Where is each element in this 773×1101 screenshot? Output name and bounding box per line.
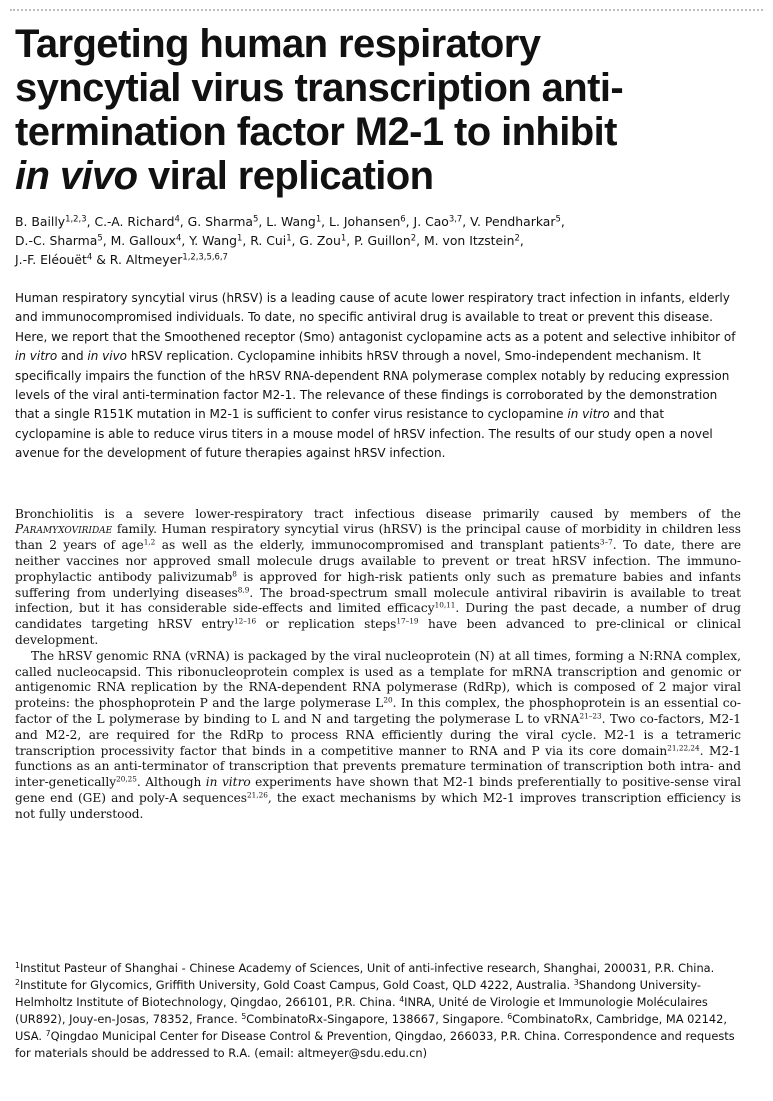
- citation-ref: 21–23: [579, 711, 602, 721]
- body-text: is approved for high-risk patients only such as premature babies and infants suffering from underlying diseases: [15, 569, 741, 600]
- author-name: D.-C. Sharma: [15, 233, 98, 248]
- main-text: [15, 507, 741, 823]
- author-line-2: [15, 231, 741, 250]
- article: [15, 22, 741, 823]
- citation-ref: 21,26: [247, 790, 268, 800]
- author-line-3: [15, 250, 741, 269]
- body-text: The hRSV genomic RNA (vRNA) is packaged by the viral nucleoprotein (N) at all times, forming a N:RNA complex, called nucleocapsid. This ribonucleoprotein complex is used as a template for mRNA transcription and genomic or antigenomic RNA replication by the RNA-dependent RNA polymerase (RdRp), which is composed of 2 major viral proteins: the phosphoprotein P and the large polymerase L: [15, 648, 741, 711]
- body-text: . During the past decade, a number of drug candidates targeting hRSV entry: [15, 601, 741, 632]
- abstract-text: Human respiratory syncytial virus (hRSV) is a leading cause of acute lower respiratory tract infection in infants, elderly and immunocompromised individuals. To date, no specific antiviral drug is available to treat or prevent this disease. Here, we report that the Smoothened receptor (Smo) antagonist cyclopamine acts as a potent and selective inhibitor of: [15, 291, 736, 344]
- article-title: [15, 22, 741, 198]
- author-name: B. Bailly: [15, 214, 66, 229]
- body-text: have been advanced to pre-clinical or clinical development.: [15, 617, 741, 648]
- body-text: , the exact mechanisms by which M2-1 improves transcription efficiency is not fully understood.: [15, 791, 741, 821]
- affiliation-number: 7: [45, 1028, 51, 1038]
- body-text: . Although: [136, 775, 206, 790]
- body-paragraph-1: [15, 507, 741, 649]
- affiliation-number: 6: [507, 1011, 513, 1021]
- author-affiliation-marker: 1: [340, 232, 347, 243]
- citation-ref: 8: [232, 569, 237, 579]
- body-text: . M2-1 functions as an anti-terminator of transcription that prevents premature termination of transcription both intra- and inter-genetically: [15, 743, 742, 790]
- citation-ref: 20,25: [116, 774, 137, 784]
- abstract-text: and: [57, 349, 88, 364]
- citation-ref: 12–16: [234, 616, 257, 626]
- author-name: , J. Cao: [405, 214, 449, 229]
- author-separator: ,: [519, 233, 524, 248]
- citation-ref: 17–19: [396, 616, 419, 626]
- author-affiliation-marker: 1,2,3,5,6,7: [182, 251, 228, 262]
- title-line-1: Targeting human respiratory: [15, 22, 541, 66]
- author-affiliation-marker: 4: [174, 213, 180, 224]
- affiliation-text: INRA, Unité de Virologie et Immunologie Moléculaires (UR892), Jouy-en-Josas, 78352, France.: [15, 995, 708, 1026]
- body-text: . In this complex, the phosphoprotein is an essential co-factor of the L polymerase by binding to L and N and targeting the polymerase L to vRNA: [15, 696, 741, 727]
- abstract: [15, 289, 741, 464]
- body-text: Bronchiolitis is a severe lower-respiratory tract infectious disease primarily caused by members of the: [15, 506, 741, 521]
- affiliations-footnote: [15, 960, 741, 1062]
- body-text: . Two co-factors, M2-1 and M2-2, are required for the RdRp to process RNA efficiently during the viral cycle. M2-1 is a tetrameric transcription processivity factor that binds in a competitive manner to RNA and P via its core domain: [15, 712, 741, 758]
- author-name: , R. Cui: [242, 233, 287, 248]
- correspondence-note: Correspondence and requests for materials should be addressed to R.A. (email: altmeyer@sdu.edu.cn): [15, 1029, 735, 1060]
- author-affiliation-marker: 1: [236, 232, 243, 243]
- author-name: & R. Altmeyer: [92, 252, 183, 267]
- author-name: , M. Galloux: [102, 233, 176, 248]
- body-text: . To date, there are neither vaccines nor approved small molecule drugs available to prevent or treat hRSV infection. The immuno-prophylactic antibody palivizumab: [15, 538, 742, 584]
- author-name: , G. Zou: [291, 233, 341, 248]
- affiliation-text: Qingdao Municipal Center for Disease Control & Prevention, Qingdao, 266033, P.R. China.: [50, 1029, 564, 1043]
- affiliation-number: 5: [241, 1011, 247, 1021]
- body-text: or replication steps: [256, 617, 397, 632]
- author-affiliation-marker: 4: [176, 232, 182, 243]
- top-dotted-rule: [10, 9, 763, 11]
- author-affiliation-marker: 5: [253, 213, 259, 224]
- author-name: , G. Sharma: [179, 214, 254, 229]
- affiliation-number: 2: [15, 977, 20, 987]
- author-name: , Y. Wang: [181, 233, 237, 248]
- title-line-4-rest: viral replication: [137, 154, 434, 198]
- author-list: [15, 212, 741, 269]
- body-text: as well as the elderly, immunocompromised and transplant patients: [155, 538, 600, 553]
- author-affiliation-marker: 5: [97, 232, 103, 243]
- author-line-1: [15, 212, 741, 231]
- abstract-italic: in vivo: [87, 349, 128, 364]
- affiliation-text: CombinatoRx, Cambridge, MA 02142, USA.: [15, 1012, 727, 1043]
- affiliation-number: 4: [399, 994, 405, 1004]
- author-affiliation-marker: 4: [86, 251, 93, 262]
- author-name: J.-F. Eléouët: [15, 252, 87, 267]
- author-affiliation-marker: 2: [410, 232, 417, 243]
- author-name: , V. Pendharkar: [462, 214, 556, 229]
- author-affiliation-marker: 3,7: [448, 213, 463, 224]
- author-affiliation-marker: 1,2,3: [65, 213, 87, 224]
- body-italic-family-name: Paramyxoviridae: [15, 522, 113, 537]
- affiliation-text: Institute for Glycomics, Griffith University, Gold Coast Campus, Gold Coast, QLD 4222, Australia.: [19, 978, 574, 992]
- affiliations-paragraph: [15, 960, 741, 1062]
- affiliation-text: Shandong University-Helmholtz Institute of Biotechnology, Qingdao, 266101, P.R. China.: [15, 978, 702, 1009]
- affiliation-number: 3: [573, 977, 579, 987]
- abstract-italic: in vitro: [15, 349, 58, 364]
- author-name: , L. Johansen: [321, 214, 401, 229]
- title-line-2: syncytial virus transcription anti-: [15, 66, 624, 110]
- body-text: family. Human respiratory syncytial virus (hRSV) is the principal cause of morbidity in children less than 2 years of age: [15, 522, 741, 553]
- abstract-text: hRSV replication. Cyclopamine inhibits hRSV through a novel, Smo-independent mechanism. It specifically impairs the function of the hRSV RNA-dependent RNA polymerase complex notably by reducing expression levels of the viral anti-termination factor M2-1. The relevance of these findings is corroborated by the demonstration that a single R151K mutation in M2-1 is sufficient to confer virus resistance to cyclopamine: [15, 349, 730, 422]
- citation-ref: 20: [383, 695, 393, 705]
- citation-ref: 21,22,24: [667, 743, 700, 753]
- author-affiliation-marker: 2: [514, 232, 520, 243]
- affiliation-number: 1: [15, 960, 20, 970]
- abstract-italic: in vitro: [567, 407, 610, 422]
- abstract-paragraph: [15, 289, 741, 464]
- author-name: , P. Guillon: [346, 233, 411, 248]
- body-text: . The broad-spectrum small molecule antiviral ribavirin is available to treat infection, but it has considerable side-effects and limited efficacy: [15, 585, 741, 616]
- author-affiliation-marker: 6: [400, 213, 406, 224]
- author-name: , M. von Itzstein: [416, 233, 515, 248]
- body-text: experiments have shown that M2-1 binds preferentially to positive-sense viral gene end (GE) and poly-A sequences: [15, 775, 742, 805]
- abstract-text: and that cyclopamine is able to reduce virus titers in a mouse model of hRSV infection. The results of our study open a novel avenue for the development of future therapies against hRSV infection.: [15, 407, 713, 461]
- title-italic-in-vivo: in vivo: [15, 154, 138, 198]
- author-affiliation-marker: 5: [555, 213, 561, 224]
- title-line-3: termination factor M2-1 to inhibit: [15, 110, 617, 154]
- affiliation-text: CombinatoRx-Singapore, 138667, Singapore.: [246, 1012, 508, 1026]
- author-affiliation-marker: 1: [315, 213, 322, 224]
- citation-ref: 3–7: [599, 537, 613, 547]
- affiliation-text: Institut Pasteur of Shanghai - Chinese Academy of Sciences, Unit of anti-infective research, Shanghai, 200031, P.R. China.: [19, 961, 715, 975]
- author-separator: ,: [560, 214, 565, 229]
- author-name: , L. Wang: [258, 214, 316, 229]
- body-italic: in vitro: [205, 775, 251, 790]
- citation-ref: 10,11: [434, 601, 456, 611]
- author-affiliation-marker: 1: [286, 232, 292, 243]
- citation-ref: 8,9: [237, 585, 250, 595]
- body-paragraph-2: [15, 649, 741, 823]
- citation-ref: 1,2: [143, 537, 156, 547]
- author-name: , C.-A. Richard: [86, 214, 175, 229]
